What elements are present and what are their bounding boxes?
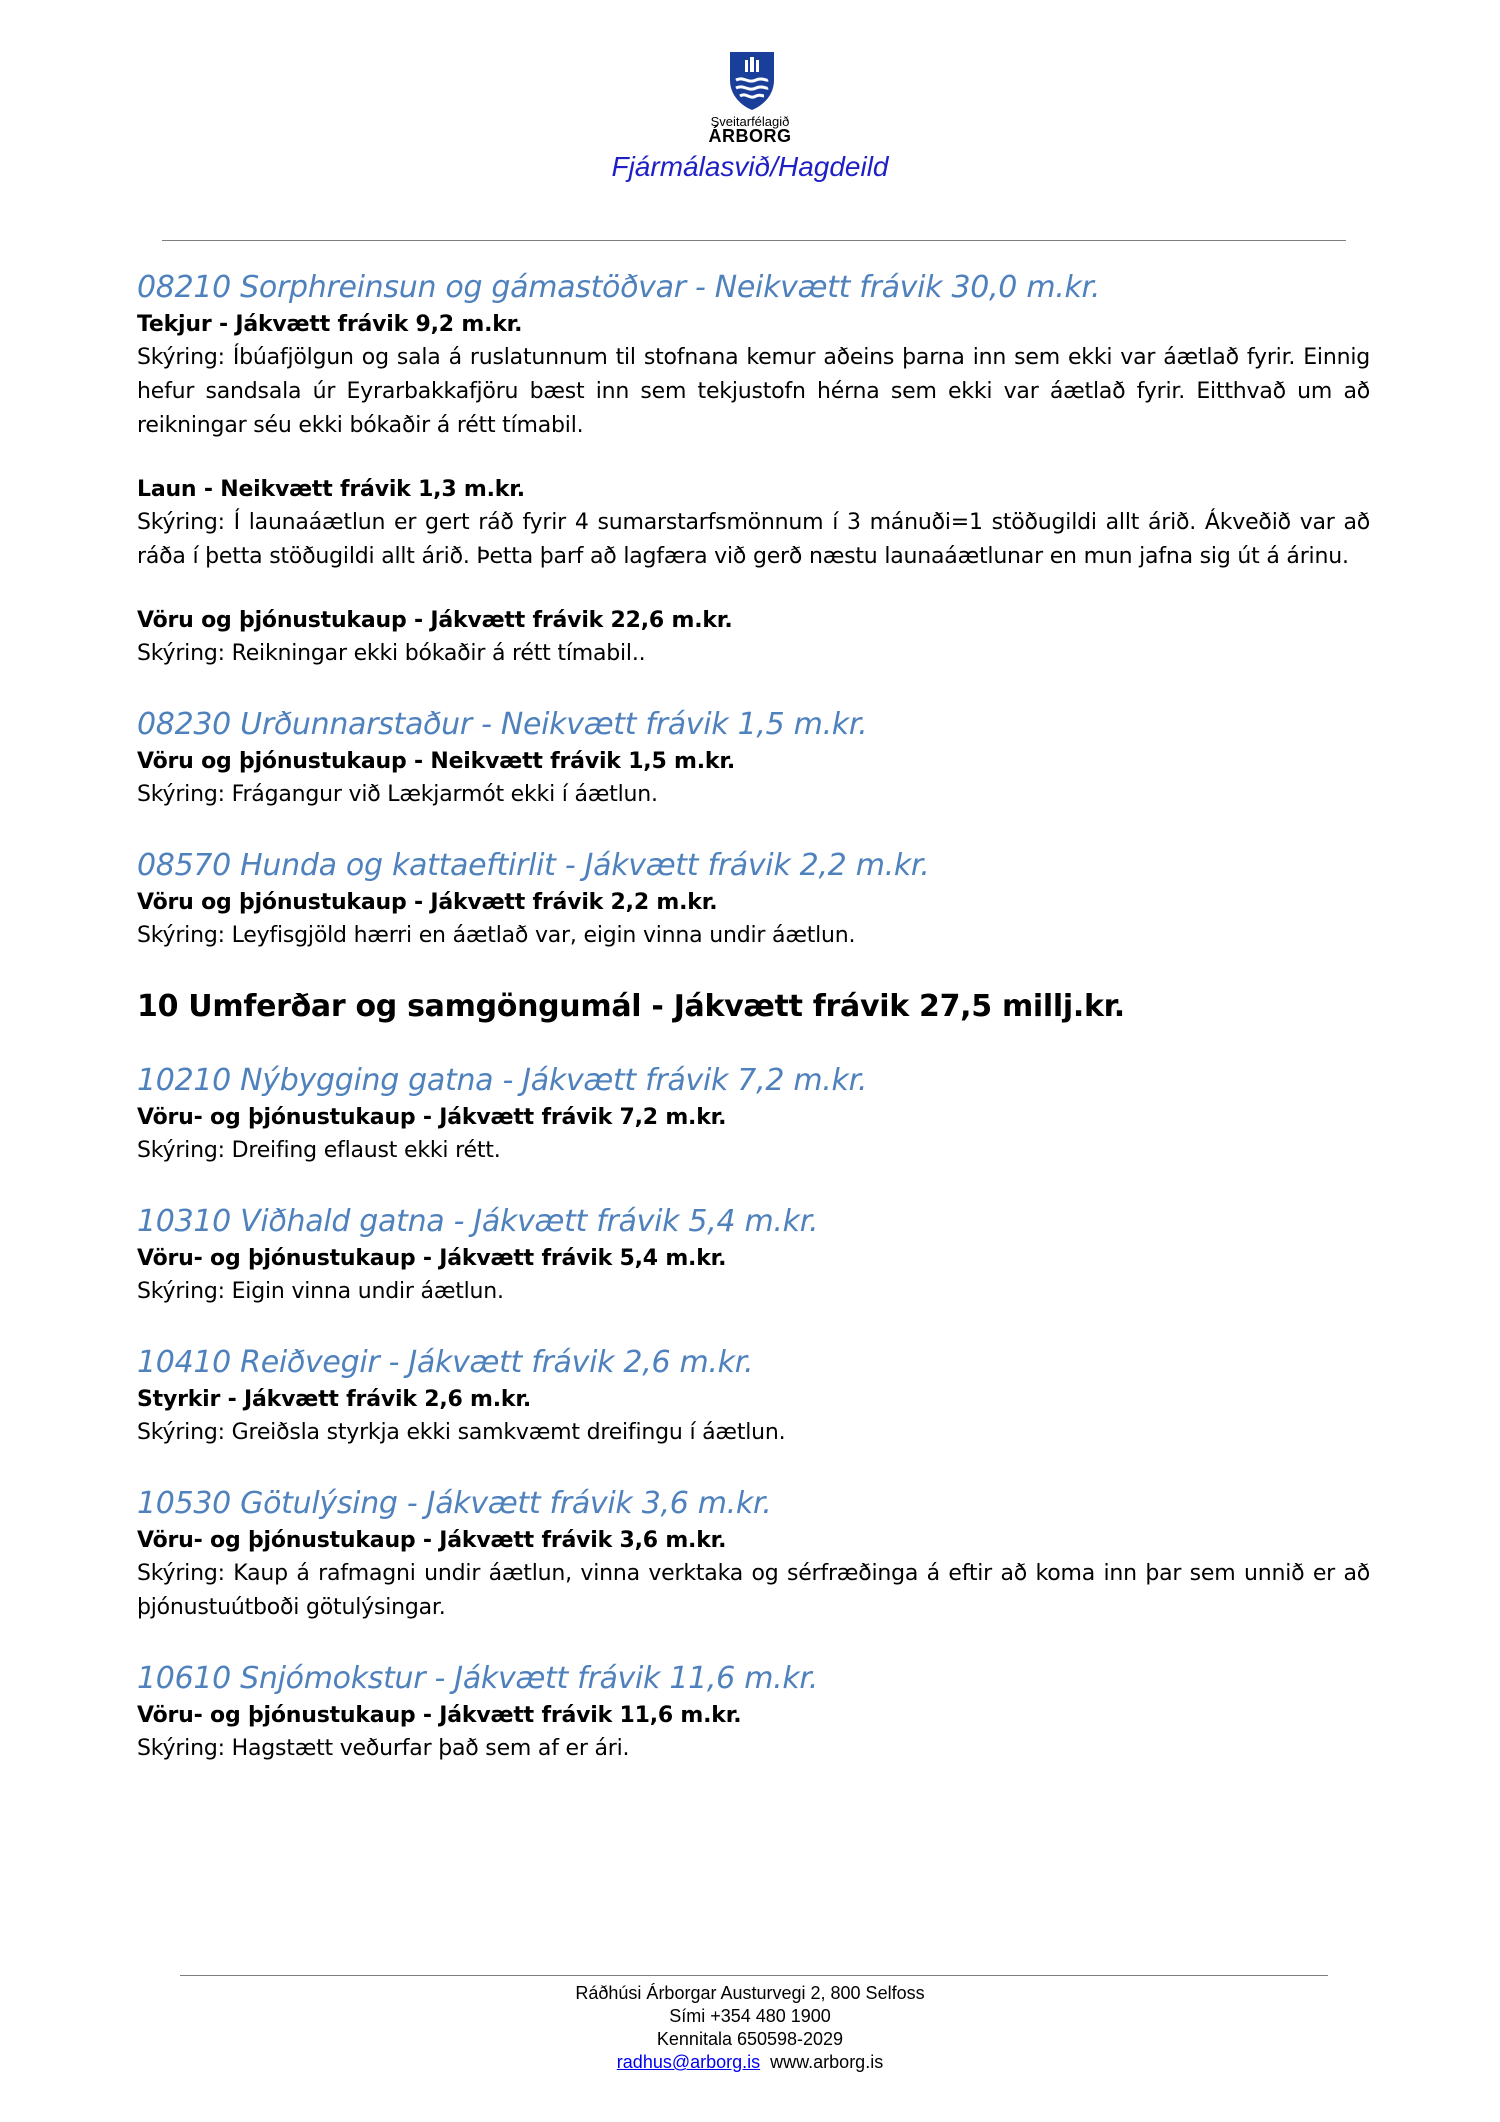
footer-address: Ráðhúsi Árborgar Austurvegi 2, 800 Selfoss bbox=[575, 1983, 925, 2003]
footer-divider bbox=[180, 1975, 1328, 1976]
logo-subtitle: Sveitarfélagið bbox=[710, 114, 790, 129]
section-title-10210: 10210 Nýbygging gatna - Jákvætt frávik 7,2 m.kr. bbox=[137, 1063, 868, 1098]
subheading-10610: Vöru- og þjónustukaup - Jákvætt frávik 11,6 m.kr. bbox=[137, 1703, 742, 1728]
subheading-10530: Vöru- og þjónustukaup - Jákvætt frávik 3,6 m.kr. bbox=[137, 1528, 727, 1553]
subheading-10210: Vöru- og þjónustukaup - Jákvætt frávik 7,2 m.kr. bbox=[137, 1105, 727, 1130]
explanation-08230: Skýring: Frágangur við Lækjarmót ekki í áætlun. bbox=[137, 782, 658, 807]
footer-phone: Sími +354 480 1900 bbox=[669, 2006, 831, 2026]
logo-title: ÁRBORG bbox=[708, 126, 792, 146]
section-title-08570: 08570 Hunda og kattaeftirlit - Jákvætt frávik 2,2 m.kr. bbox=[137, 848, 930, 883]
subheading-tekjur: Tekjur - Jákvætt frávik 9,2 m.kr. bbox=[137, 312, 523, 337]
explanation-10310: Skýring: Eigin vinna undir áætlun. bbox=[137, 1279, 504, 1304]
explanation-10610: Skýring: Hagstætt veðurfar það sem af er ári. bbox=[137, 1736, 630, 1761]
header-divider bbox=[162, 240, 1346, 241]
explanation-10410: Skýring: Greiðsla styrkja ekki samkvæmt dreifingu í áætlun. bbox=[137, 1420, 786, 1445]
subheading-08230: Vöru og þjónustukaup - Neikvætt frávik 1,5 m.kr. bbox=[137, 749, 736, 774]
subheading-10310: Vöru- og þjónustukaup - Jákvætt frávik 5,4 m.kr. bbox=[137, 1246, 727, 1271]
section-title-10610: 10610 Snjómokstur - Jákvætt frávik 11,6 m.kr. bbox=[137, 1661, 818, 1696]
arborg-shield-logo bbox=[728, 50, 776, 112]
section-title-10530: 10530 Götulýsing - Jákvætt frávik 3,6 m.kr. bbox=[137, 1486, 772, 1521]
chapter-title-10: 10 Umferðar og samgöngumál - Jákvætt frávik 27,5 millj.kr. bbox=[137, 989, 1125, 1024]
subheading-08570: Vöru og þjónustukaup - Jákvætt frávik 2,2 m.kr. bbox=[137, 890, 718, 915]
footer-website: www.arborg.is bbox=[770, 2052, 884, 2072]
explanation-10210: Skýring: Dreifing eflaust ekki rétt. bbox=[137, 1138, 501, 1163]
footer-email-link[interactable]: radhus@arborg.is bbox=[616, 2052, 761, 2072]
explanation-08570: Skýring: Leyfisgjöld hærri en áætlað var, eigin vinna undir áætlun. bbox=[137, 923, 856, 948]
subheading-voru-08210: Vöru og þjónustukaup - Jákvætt frávik 22,6 m.kr. bbox=[137, 608, 733, 633]
page-footer bbox=[0, 1982, 1500, 2074]
section-title-10410: 10410 Reiðvegir - Jákvætt frávik 2,6 m.kr. bbox=[137, 1345, 754, 1380]
report-content bbox=[137, 268, 1370, 1766]
department-title: Fjármálasvið/Hagdeild bbox=[611, 151, 889, 182]
section-title-10310: 10310 Viðhald gatna - Jákvætt frávik 5,4 m.kr. bbox=[137, 1204, 819, 1239]
explanation-tekjur: Skýring: Íbúafjölgun og sala á ruslatunnum til stofnana kemur aðeins þarna inn sem ekki var áætlað fyrir. Einnig hefur sandsala úr Eyrarbakkafjöru bæst inn sem tekjustofn hérna sem ekki var áætlað fyrir. Eitthvað um að reikningar séu ekki bókaðir á rétt tímabil. bbox=[137, 345, 1370, 438]
footer-kennitala: Kennitala 650598-2029 bbox=[656, 2029, 844, 2049]
subheading-laun: Laun - Neikvætt frávik 1,3 m.kr. bbox=[137, 477, 525, 502]
footer-contact-line bbox=[0, 2051, 1500, 2074]
explanation-voru-08210: Skýring: Reikningar ekki bókaðir á rétt tímabil.. bbox=[137, 641, 646, 666]
subheading-10410: Styrkir - Jákvætt frávik 2,6 m.kr. bbox=[137, 1387, 532, 1412]
section-title-08230: 08230 Urðunnarstaður - Neikvætt frávik 1,5 m.kr. bbox=[137, 707, 868, 742]
explanation-laun: Skýring: Í launaáætlun er gert ráð fyrir 4 sumarstarfsmönnum í 3 mánuði=1 stöðugildi allt árið. Ákveðið var að ráða í þetta stöðugildi allt árið. Þetta þarf að lagfæra við gerð næstu launaáætlunar en mun jafna sig út á árinu. bbox=[137, 510, 1370, 569]
explanation-10530: Skýring: Kaup á rafmagni undir áætlun, vinna verktaka og sérfræðinga á eftir að koma inn þar sem unnið er að þjónustuútboði götulýsingar. bbox=[137, 1561, 1370, 1620]
section-title-08210: 08210 Sorphreinsun og gámastöðvar - Neikvætt frávik 30,0 m.kr. bbox=[137, 270, 1101, 305]
